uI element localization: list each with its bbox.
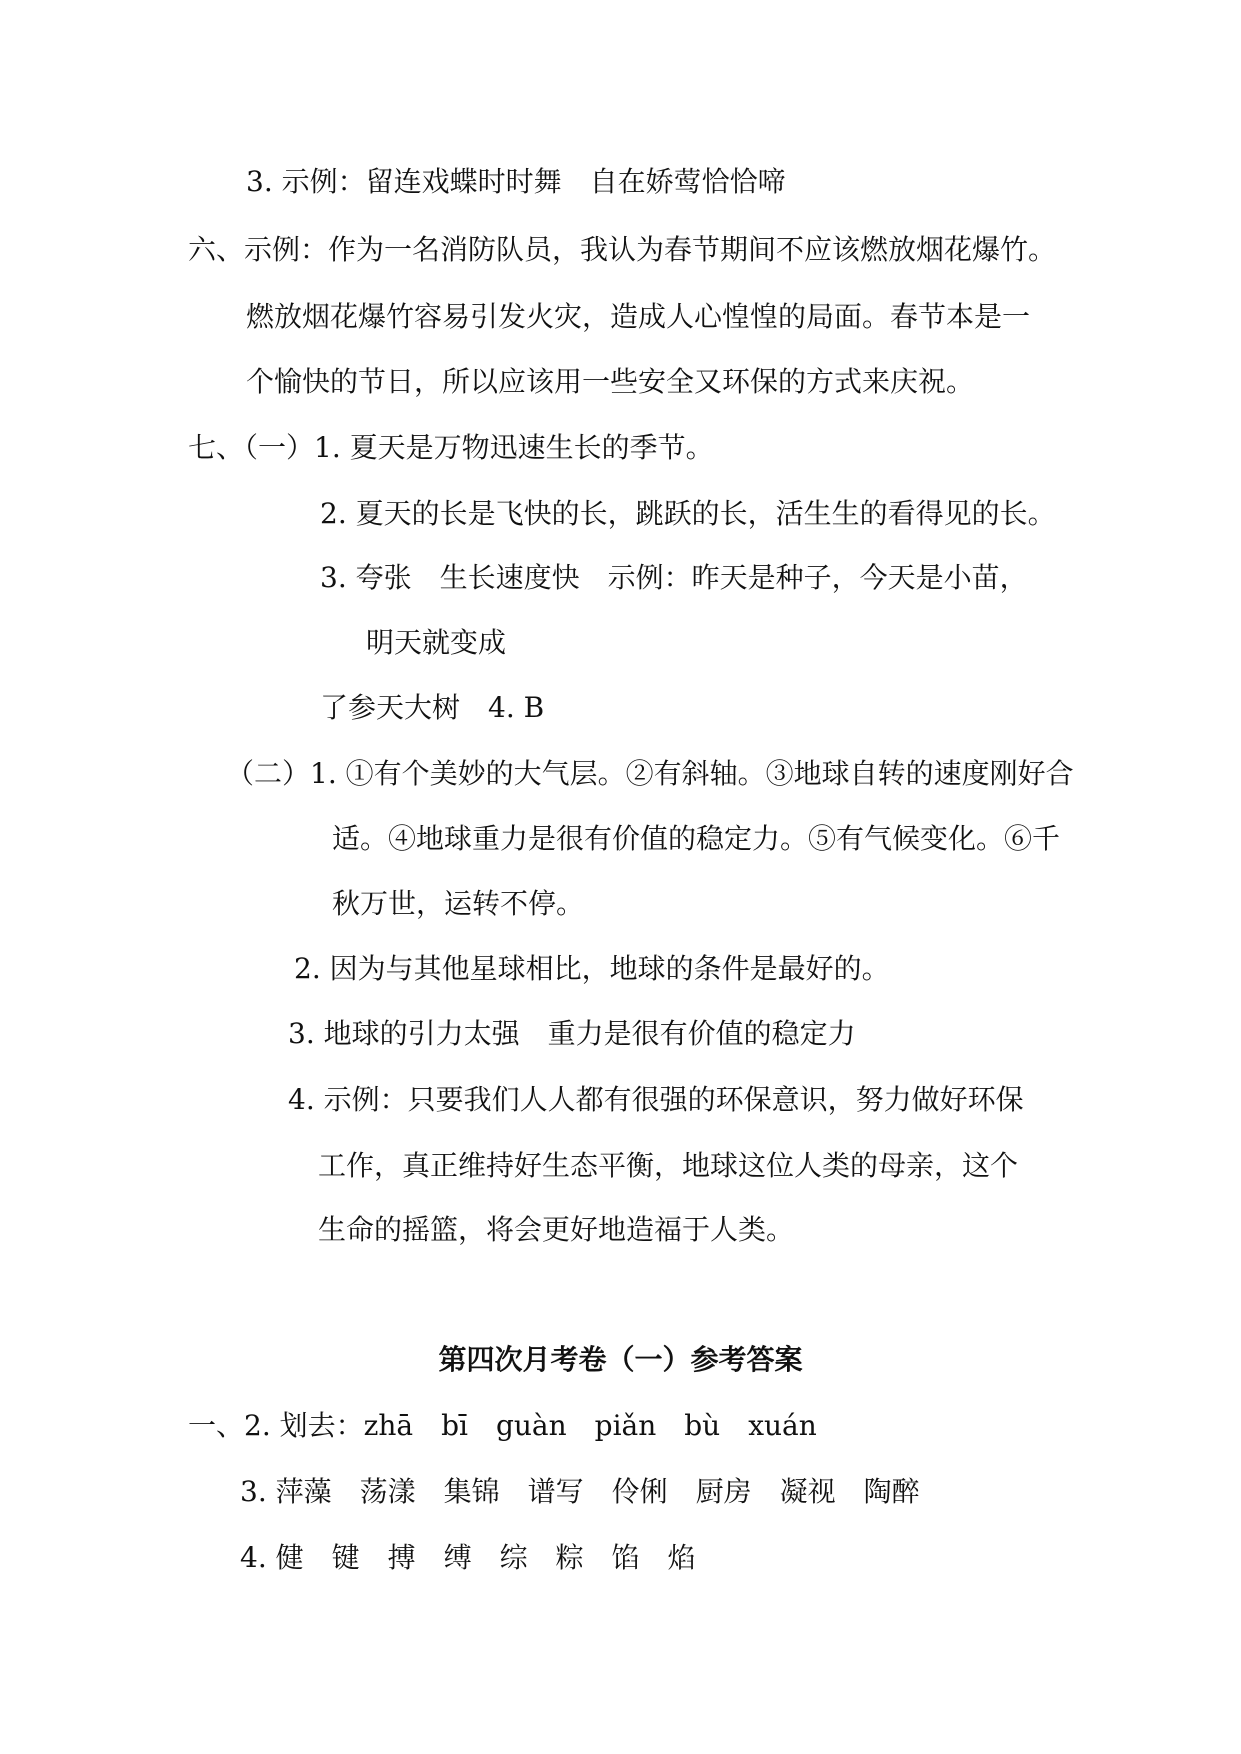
text-line: 明天就变成 <box>366 626 507 659</box>
text-line: 适。④地球重力是很有价值的稳定力。⑤有气候变化。⑥千 <box>332 822 1061 855</box>
answer-line: 4. 健 键 搏 缚 综 粽 馅 焰 <box>240 1541 696 1574</box>
text-line: 3. 夸张 生长速度快 示例：昨天是种子，今天是小苗， <box>320 561 1028 594</box>
text-line: 六、示例：作为一名消防队员，我认为春节期间不应该燃放烟花爆竹。 <box>188 233 1057 266</box>
text-line: 2. 因为与其他星球相比，地球的条件是最好的。 <box>294 952 890 985</box>
section-title: 第四次月考卷（一）参考答案 <box>438 1343 803 1376</box>
text-line: 七、（一）1. 夏天是万物迅速生长的季节。 <box>188 431 714 464</box>
text-line: 2. 夏天的长是飞快的长，跳跃的长，活生生的看得见的长。 <box>320 497 1056 530</box>
text-line: 个愉快的节日，所以应该用一些安全又环保的方式来庆祝。 <box>246 365 975 398</box>
text-line: 3. 示例：留连戏蝶时时舞 自在娇莺恰恰啼 <box>246 165 786 198</box>
answer-line: 一、2. 划去：zhā bī guàn piǎn bù xuán <box>188 1409 817 1442</box>
text-line: 生命的摇篮，将会更好地造福于人类。 <box>318 1213 795 1246</box>
answer-line: 3. 萍藻 荡漾 集锦 谱写 伶俐 厨房 凝视 陶醉 <box>240 1475 920 1508</box>
text-line: 工作，真正维持好生态平衡，地球这位人类的母亲，这个 <box>318 1149 1019 1182</box>
text-line: 4. 示例：只要我们人人都有很强的环保意识，努力做好环保 <box>288 1083 1024 1116</box>
text-line: 燃放烟花爆竹容易引发火灾，造成人心惶惶的局面。春节本是一 <box>246 300 1031 333</box>
text-line: 了参天大树 4. B <box>320 691 545 724</box>
text-line: （二）1. ①有个美妙的大气层。②有斜轴。③地球自转的速度刚好合 <box>226 757 1074 790</box>
text-line: 3. 地球的引力太强 重力是很有价值的稳定力 <box>288 1017 856 1050</box>
text-line: 秋万世，运转不停。 <box>332 887 585 920</box>
